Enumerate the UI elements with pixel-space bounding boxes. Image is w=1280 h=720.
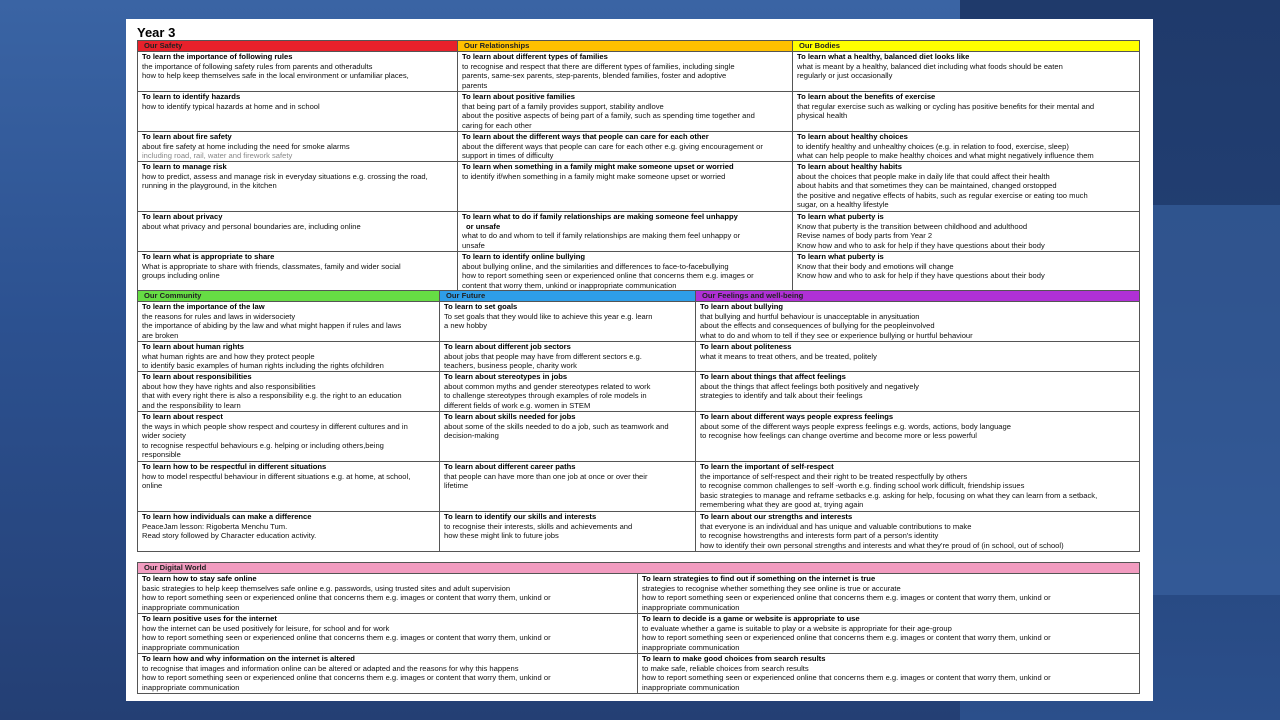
table-row [138, 574, 1140, 614]
topic-cell [793, 52, 1140, 92]
section-header: Our Bodies [793, 41, 1140, 52]
section-header: Our Future [440, 291, 696, 302]
topic-objective: that everyone is an individual and has unique and valuable contributions to make [700, 521, 972, 531]
section-header: Our Community [138, 291, 440, 302]
topic-objective: to identify if/when something in a family might make someone upset or worried [462, 171, 726, 181]
topic-heading: To learn about the different ways that people can care for each other [462, 132, 709, 141]
topic-heading: To learn about human rights [142, 342, 244, 351]
topic-heading: To learn when something in a family might make someone upset or worried [462, 162, 734, 171]
topic-objective: basic strategies to manage and reframe setbacks e.g. asking for help, focusing on what they can learn from a setback, [700, 490, 1098, 500]
topic-cell [138, 52, 458, 92]
topic-cell [138, 302, 440, 342]
topic-objective: how to report something seen or experienced online that concerns them e.g. images or content that worry them, unkind or [642, 673, 1051, 683]
topic-heading: To learn to identify online bullying [462, 252, 586, 261]
topic-objective: that with every right there is also a responsibility e.g. the right to an education [142, 391, 402, 401]
section-header: Our Digital World [138, 563, 1140, 574]
topic-heading: To learn about bullying [700, 302, 783, 311]
topic-objective: PeaceJam lesson: Rigoberta Menchu Tum. [142, 521, 288, 531]
topic-heading: To learn what puberty is [797, 212, 884, 221]
topic-objective: how to report something seen or experienced online that concerns them e.g. images or [462, 271, 754, 281]
topic-objective: about some of the different ways people express feelings e.g. words, actions, body language [700, 421, 1011, 431]
topic-cell [793, 212, 1140, 252]
topic-objective: how to predict, assess and manage risk in everyday situations e.g. crossing the road, [142, 171, 428, 181]
digital-world-table [137, 562, 1140, 694]
topic-cell [793, 92, 1140, 132]
topic-heading: To learn what is appropriate to share [142, 252, 275, 261]
table-row [138, 302, 1140, 342]
topic-cell [440, 302, 696, 342]
topic-objective: how to identify typical hazards at home and in school [142, 101, 320, 111]
topic-objective: about some of the skills needed to do a job, such as teamwork and [444, 421, 669, 431]
topic-objective: about how they have rights and also responsibilities [142, 381, 316, 391]
topic-objective: the importance of following safety rules from parents and otheradults [142, 61, 373, 71]
topic-objective: decision-making [444, 431, 499, 441]
table-row [138, 132, 1140, 162]
topic-objective: about fire safety at home including the need for smoke alarms [142, 141, 350, 151]
topic-heading: To learn the importance of the law [142, 302, 265, 311]
topic-objective: inappropriate communication [642, 682, 740, 692]
section-header-row [138, 563, 1140, 574]
topic-objective: online [142, 481, 163, 491]
topic-cell [138, 512, 440, 552]
topic-objective: to recognise their interests, skills and achievements and [444, 521, 633, 531]
topic-heading: To learn what to do if family relationships are making someone feel unhappy [462, 212, 738, 221]
topic-heading: To learn how and why information on the internet is altered [142, 654, 355, 663]
topic-objective: inappropriate communication [142, 602, 240, 612]
topic-objective: about habits and that sometimes they can be maintained, changed orstopped [797, 181, 1057, 191]
topic-heading: To learn to make good choices from search results [642, 654, 826, 663]
topic-objective: the reasons for rules and laws in widersociety [142, 311, 296, 321]
topic-cell [138, 162, 458, 212]
topic-objective: regularly or just occasionally [797, 71, 893, 81]
topic-objective: how to model respectful behaviour in different situations e.g. at home, at school, [142, 471, 411, 481]
topic-note: including road, rail, water and firework safety [142, 151, 293, 161]
topic-objective: Revise names of body parts from Year 2 [797, 231, 933, 241]
slide-background-band [1150, 205, 1280, 595]
topic-objective: to recognise common challenges to self -worth e.g. finding school work difficult, friendship issues [700, 481, 1025, 491]
topic-cell [440, 342, 696, 372]
topic-cell [638, 614, 1140, 654]
topic-objective: the ways in which people show respect and courtesy in different cultures and in [142, 421, 408, 431]
topic-objective: to recognise respectful behaviours e.g. helping or including others,being [142, 440, 384, 450]
topic-objective: Read story followed by Character education activity. [142, 531, 317, 541]
topic-objective: to evaluate whether a game is suitable to play or a website is appropriate for their age-group [642, 623, 952, 633]
table-row [138, 52, 1140, 92]
topic-cell [638, 574, 1140, 614]
topic-objective: unsafe [462, 240, 485, 250]
topic-cell [138, 372, 440, 412]
topic-heading: To learn how to be respectful in different situations [142, 462, 327, 471]
topic-heading: To learn about different ways people express feelings [700, 412, 894, 421]
topic-heading: To learn about responsibilities [142, 372, 252, 381]
topic-objective: what to do and whom to tell if they see or experience bullying or hurtful behaviour [700, 330, 973, 340]
topic-heading: To learn to manage risk [142, 162, 227, 171]
section-header-row [138, 41, 1140, 52]
topic-objective: about jobs that people may have from different sectors e.g. [444, 351, 642, 361]
topic-objective: how to report something seen or experienced online that concerns them e.g. images or content that worry them, unkind or [642, 593, 1051, 603]
topic-heading: To learn to identify our skills and interests [444, 512, 597, 521]
topic-heading: To learn to identify hazards [142, 92, 241, 101]
topic-objective: the positive and negative effects of habits, such as regular exercise or eating too much [797, 190, 1088, 200]
topic-cell [138, 252, 458, 292]
topic-heading: To learn to decide is a game or website is appropriate to use [642, 614, 860, 623]
topic-objective: the importance of self-respect and their right to be treated respectfully by others [700, 471, 968, 481]
table-row [138, 512, 1140, 552]
topic-objective: about the choices that people make in daily life that could affect their health [797, 171, 1050, 181]
table-row [138, 412, 1140, 462]
topic-heading: To learn to set goals [444, 302, 518, 311]
topic-objective: Know how and who to ask for help if they have questions about their body [797, 240, 1045, 250]
topic-objective: what to do and whom to tell if family relationships are making them feel unhappy or [462, 231, 741, 241]
topic-objective: parents, same-sex parents, step-parents, blended families, foster and adoptive [462, 71, 727, 81]
topic-objective: responsible [142, 450, 181, 460]
topic-heading: To learn how individuals can make a difference [142, 512, 312, 521]
topic-objective: about the positive aspects of being part of a family, such as spending time together and [462, 111, 755, 121]
topic-cell [696, 302, 1140, 342]
topic-cell [793, 252, 1140, 292]
topic-objective: support in times of difficulty [462, 151, 554, 161]
topic-objective: to challenge stereotypes through examples of role models in [444, 391, 647, 401]
topic-objective: how these might link to future jobs [444, 531, 559, 541]
topic-heading: To learn about healthy choices [797, 132, 908, 141]
topic-cell [440, 372, 696, 412]
topic-cell [458, 212, 793, 252]
topic-objective: what human rights are and how they protect people [142, 351, 315, 361]
section-header: Our Feelings and well-being [696, 291, 1140, 302]
table-row [138, 462, 1140, 512]
topic-cell [458, 132, 793, 162]
topic-objective: lifetime [444, 481, 469, 491]
topic-objective: To set goals that they would like to achieve this year e.g. learn [444, 311, 653, 321]
topic-cell [138, 342, 440, 372]
topic-objective: how to help keep themselves safe in the local environment or unfamiliar places, [142, 71, 409, 81]
topic-heading: To learn what a healthy, balanced diet looks like [797, 52, 970, 61]
topic-cell [458, 252, 793, 292]
table-row [138, 252, 1140, 292]
topic-objective: Know that their body and emotions will change [797, 261, 954, 271]
topic-cell [458, 52, 793, 92]
topic-objective: basic strategies to help keep themselves safe online e.g. passwords, using trusted sites and adult supervision [142, 583, 511, 593]
topic-heading: To learn about the benefits of exercise [797, 92, 936, 101]
topic-objective: wider society [142, 431, 186, 441]
topic-cell [138, 132, 458, 162]
topic-objective: to identify healthy and unhealthy choices (e.g. in relation to food, exercise, sleep) [797, 141, 1069, 151]
topic-objective: running in the playground, in the kitchen [142, 181, 277, 191]
table-row [138, 342, 1140, 372]
topic-objective: about common myths and gender stereotypes related to work [444, 381, 651, 391]
topic-heading: To learn the importance of following rules [142, 52, 293, 61]
topic-cell [793, 162, 1140, 212]
topic-heading: To learn the important of self-respect [700, 462, 834, 471]
topic-heading: To learn how to stay safe online [142, 574, 257, 583]
topic-objective: how to report something seen or experienced online that concerns them e.g. images or content that worry them, unkind or [142, 593, 551, 603]
topic-objective: to recognise and respect that there are different types of families, including single [462, 61, 735, 71]
topic-cell [138, 212, 458, 252]
topic-cell [440, 512, 696, 552]
topic-objective: to recognise howstrengths and interests form part of a person's identity [700, 531, 939, 541]
section-header-row [138, 291, 1140, 302]
curriculum-sheet [126, 19, 1153, 701]
topic-objective: inappropriate communication [142, 682, 240, 692]
topic-objective: different fields of work e.g. women in STEM [444, 400, 591, 410]
topic-objective: groups including online [142, 271, 220, 281]
topic-heading: To learn positive uses for the internet [142, 614, 277, 623]
topic-heading: To learn about different job sectors [444, 342, 571, 351]
topic-objective: teachers, business people, charity work [444, 361, 577, 371]
topic-heading: To learn about healthy habits [797, 162, 902, 171]
topic-heading: To learn about respect [142, 412, 223, 421]
topic-objective: about bullying online, and the similarities and differences to face-to-facebullying [462, 261, 729, 271]
topic-objective: caring for each other [462, 120, 532, 130]
topic-heading: To learn about different types of families [462, 52, 608, 61]
topic-objective: about the things that affect feelings both positively and negatively [700, 381, 919, 391]
topic-objective: what can help people to make healthy choices and what might negatively influence them [797, 151, 1094, 161]
page-title: Year 3 [137, 25, 176, 40]
topic-cell [138, 462, 440, 512]
middle-curriculum-table [137, 290, 1140, 552]
topic-objective: inappropriate communication [642, 642, 740, 652]
top-curriculum-table [137, 40, 1140, 292]
topic-cell [696, 372, 1140, 412]
topic-heading: To learn strategies to find out if something on the internet is true [642, 574, 876, 583]
table-row [138, 614, 1140, 654]
topic-objective: and the responsibility to learn [142, 400, 241, 410]
topic-objective: how to report something seen or experienced online that concerns them e.g. images or content that worry them, unkind or [142, 633, 551, 643]
topic-objective: to recognise how feelings can change overtime and become more or less powerful [700, 431, 977, 441]
topic-cell [458, 162, 793, 212]
topic-cell [696, 412, 1140, 462]
topic-cell [793, 132, 1140, 162]
topic-objective: about the effects and consequences of bullying for the peopleinvolved [700, 321, 935, 331]
topic-objective: about what privacy and personal boundaries are, including online [142, 221, 361, 231]
topic-objective: strategies to identify and talk about their feelings [700, 391, 863, 401]
topic-objective: to identify basic examples of human rights including the rights ofchildren [142, 361, 384, 371]
topic-cell [440, 462, 696, 512]
topic-cell [458, 92, 793, 132]
topic-objective: content that worry them, unkind or inappropriate communication [462, 280, 677, 290]
section-header: Our Relationships [458, 41, 793, 52]
topic-objective: inappropriate communication [142, 642, 240, 652]
topic-objective: that regular exercise such as walking or cycling has positive benefits for their mental and [797, 101, 1095, 111]
topic-cell [696, 462, 1140, 512]
topic-heading: To learn about things that affect feelings [700, 372, 846, 381]
topic-cell [138, 574, 638, 614]
topic-cell [638, 654, 1140, 694]
table-row [138, 212, 1140, 252]
topic-heading: To learn about fire safety [142, 132, 232, 141]
topic-objective: that people can have more than one job at once or over their [444, 471, 648, 481]
topic-objective: what is meant by a healthy, balanced diet including what foods should be eaten [797, 61, 1063, 71]
topic-cell [696, 512, 1140, 552]
topic-objective: how to report something seen or experienced online that concerns them e.g. images or content that worry them, unkind or [642, 633, 1051, 643]
topic-objective: Know how and who to ask for help if they have questions about their body [797, 271, 1045, 281]
topic-objective: that bullying and hurtful behaviour is unacceptable in anysituation [700, 311, 920, 321]
topic-heading: To learn about stereotypes in jobs [444, 372, 568, 381]
topic-heading-continued: or unsafe [466, 221, 501, 231]
topic-objective: to make safe, reliable choices from search results [642, 663, 809, 673]
topic-objective: how to identify their own personal strengths and interests and what they're proud of (in school, out of school) [700, 540, 1064, 550]
topic-cell [138, 92, 458, 132]
topic-heading: To learn about different career paths [444, 462, 576, 471]
topic-objective: physical health [797, 111, 848, 121]
topic-objective: the importance of abiding by the law and what might happen if rules and laws [142, 321, 402, 331]
topic-cell [440, 412, 696, 462]
topic-heading: To learn about positive families [462, 92, 575, 101]
topic-objective: a new hobby [444, 321, 488, 331]
table-row [138, 372, 1140, 412]
topic-objective: Know that puberty is the transition between childhood and adulthood [797, 221, 1028, 231]
topic-objective: inappropriate communication [642, 602, 740, 612]
topic-objective: to recognise that images and information online can be altered or adapted and the reasons for why this happens [142, 663, 519, 673]
table-row [138, 162, 1140, 212]
section-header: Our Safety [138, 41, 458, 52]
topic-cell [138, 412, 440, 462]
topic-cell [696, 342, 1140, 372]
table-row [138, 654, 1140, 694]
topic-objective: remembering what they are good at, trying again [700, 500, 864, 510]
topic-objective: strategies to recognise whether something they see online is true or accurate [642, 583, 901, 593]
topic-heading: To learn about privacy [142, 212, 223, 221]
topic-objective: What is appropriate to share with friends, classmates, family and wider social [142, 261, 401, 271]
topic-cell [138, 654, 638, 694]
topic-objective: parents [462, 80, 488, 90]
topic-objective: what it means to treat others, and be treated, politely [700, 351, 877, 361]
topic-objective: that being part of a family provides support, stability andlove [462, 101, 664, 111]
topic-heading: To learn about our strengths and interests [700, 512, 853, 521]
table-row [138, 92, 1140, 132]
topic-objective: sugar, on a healthy lifestyle [797, 200, 889, 210]
topic-heading: To learn about skills needed for jobs [444, 412, 576, 421]
topic-objective: how the internet can be used positively for leisure, for school and for work [142, 623, 390, 633]
topic-heading: To learn about politeness [700, 342, 792, 351]
topic-objective: how to report something seen or experienced online that concerns them e.g. images or content that worry them, unkind or [142, 673, 551, 683]
topic-objective: about the different ways that people can care for each other e.g. giving encouragement or [462, 141, 763, 151]
topic-cell [138, 614, 638, 654]
topic-objective: are broken [142, 330, 179, 340]
topic-heading: To learn what puberty is [797, 252, 884, 261]
